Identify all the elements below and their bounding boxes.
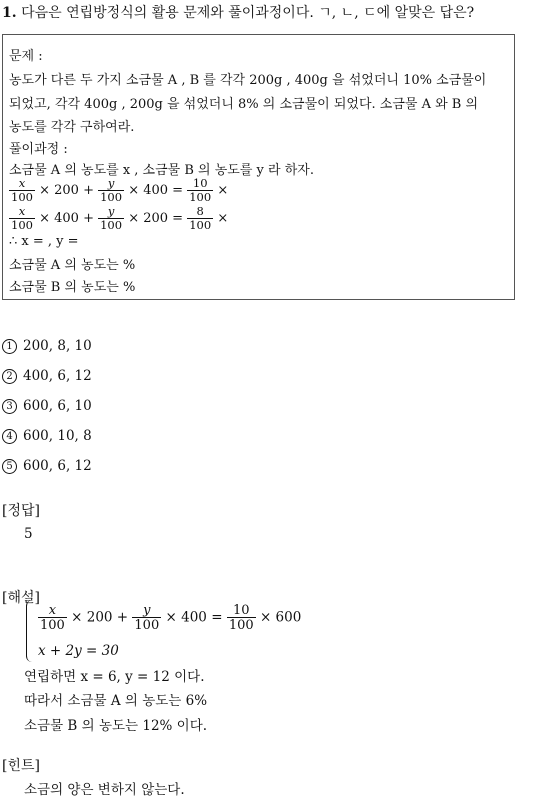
choice-text: 400, 6, 12	[23, 368, 92, 384]
choice-2[interactable]	[2, 368, 92, 384]
choice-number-circle: 1	[2, 339, 17, 354]
choice-3[interactable]	[2, 398, 92, 414]
solution-label: 풀이과정 :	[9, 142, 68, 157]
choice-1[interactable]	[2, 338, 92, 354]
fraction: $\frac{x}{100}$	[11, 204, 33, 232]
question-title	[2, 2, 474, 22]
problem-line-1: 농도가 다른 두 가지 소금물 A , B 를 각각 200g , 400g 을 섞었더니 10% 소금물이	[9, 73, 487, 88]
fraction: $\frac{x}{100}$	[11, 176, 33, 204]
fraction: $\frac{8}{100}$	[189, 204, 212, 232]
explanation-line-3: 소금물 B 의 농도는 12% 이다.	[24, 718, 208, 734]
fraction: $\frac{x}{100}$	[40, 603, 65, 633]
conclusion-line-2: 소금물 B 의 농도는 %	[9, 280, 136, 295]
fraction: $\frac{y}{100}$	[100, 176, 123, 204]
equation-term: ×	[217, 211, 229, 226]
fraction: $\frac{y}{100}$	[134, 603, 160, 633]
equation-2	[9, 206, 228, 231]
problem-line-3: 농도를 각각 구하여라.	[9, 120, 135, 135]
hint-label: [힌트]	[2, 758, 40, 774]
system-equation-2: x + 2y = 30	[38, 643, 119, 659]
answer-value: 5	[24, 526, 33, 542]
equation-term: × 600	[259, 609, 302, 626]
equation-term: × 200 =	[128, 211, 184, 226]
system-brace	[26, 600, 35, 662]
equation-1	[9, 178, 228, 203]
fraction: $\frac{y}{100}$	[100, 204, 123, 232]
answer-label: [정답]	[2, 503, 40, 519]
equation-term: × 400 +	[39, 211, 94, 226]
therefore-line: ∴ x = , y =	[9, 234, 79, 249]
question-number: 1.	[2, 5, 17, 21]
equation-term: × 200 +	[39, 183, 94, 198]
fraction: $\frac{10}{100}$	[189, 176, 212, 204]
choice-text: 200, 8, 10	[23, 338, 92, 354]
equation-term: × 400 =	[165, 609, 223, 626]
problem-label: 문제 :	[9, 49, 43, 64]
problem-box	[2, 34, 515, 300]
problem-line-2: 되었고, 각각 400g , 200g 을 섞었더니 8% 의 소금물이 되었다. 소금물 A 와 B 의	[9, 97, 479, 112]
choice-number-circle: 4	[2, 429, 17, 444]
choice-4[interactable]	[2, 428, 92, 444]
explanation-line-2: 따라서 소금물 A 의 농도는 6%	[24, 693, 208, 709]
solution-line-1: 소금물 A 의 농도를 x , 소금물 B 의 농도를 y 라 하자.	[9, 163, 314, 178]
explanation-label: [해설]	[2, 590, 40, 606]
question-text: 다음은 연립방정식의 활용 문제와 풀이과정이다. ㄱ, ㄴ, ㄷ에 알맞은 답은?	[21, 5, 475, 21]
choice-5[interactable]	[2, 458, 92, 474]
choice-number-circle: 3	[2, 399, 17, 414]
equation-term: ×	[217, 183, 229, 198]
choice-text: 600, 6, 12	[23, 458, 92, 474]
equation-term: × 400 =	[128, 183, 184, 198]
hint-text: 소금의 양은 변하지 않는다.	[24, 782, 185, 798]
system-equation-1	[38, 604, 301, 632]
choice-text: 600, 6, 10	[23, 398, 92, 414]
choice-text: 600, 10, 8	[23, 428, 92, 444]
explanation-line-1: 연립하면 x = 6, y = 12 이다.	[24, 669, 205, 685]
choice-number-circle: 2	[2, 369, 17, 384]
choice-number-circle: 5	[2, 459, 17, 474]
conclusion-line-1: 소금물 A 의 농도는 %	[9, 258, 136, 273]
fraction: $\frac{10}{100}$	[228, 603, 254, 633]
equation-term: × 200 +	[71, 609, 129, 626]
